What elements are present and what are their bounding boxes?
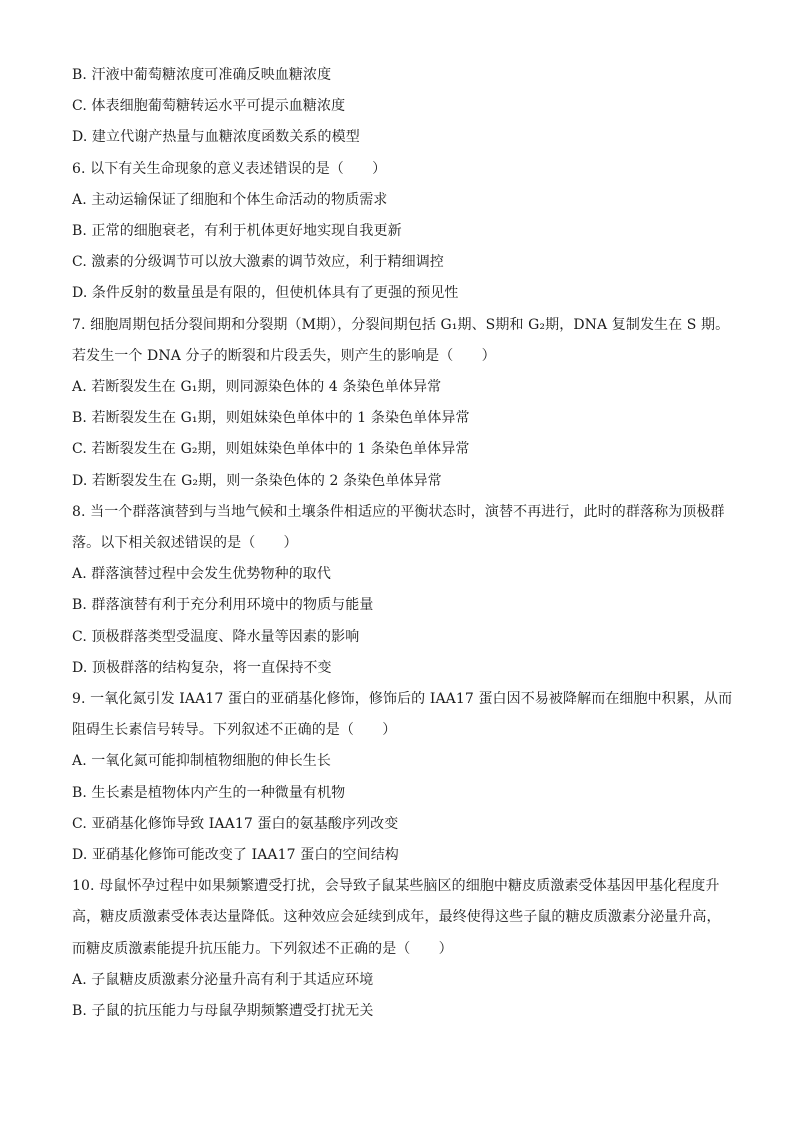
answer-option: B. 群落演替有利于充分利用环境中的物质与能量 [72, 597, 374, 614]
answer-option: D. 亚硝基化修饰可能改变了 IAA17 蛋白的空间结构 [72, 847, 399, 864]
question-stem: 10. 母鼠怀孕过程中如果频繁遭受打扰，会导致子鼠某些脑区的细胞中糖皮质激素受体基因甲基化程度升 [72, 878, 720, 895]
answer-option: A. 一氧化氮可能抑制植物细胞的伸长生长 [72, 753, 332, 770]
answer-option: A. 主动运输保证了细胞和个体生命活动的物质需求 [72, 191, 388, 208]
answer-option: C. 亚硝基化修饰导致 IAA17 蛋白的氨基酸序列改变 [72, 815, 399, 832]
question-stem-continued: 而糖皮质激素能提升抗压能力。下列叙述不正确的是（ ） [72, 940, 453, 957]
answer-option: B. 生长素是植物体内产生的一种微量有机物 [72, 784, 346, 801]
answer-option: D. 建立代谢产热量与血糖浓度函数关系的模型 [72, 129, 360, 146]
question-stem: 9. 一氧化氮引发 IAA17 蛋白的亚硝基化修饰，修饰后的 IAA17 蛋白因不易被降解而在细胞中积累，从而 [72, 691, 733, 708]
question-stem: 6. 以下有关生命现象的意义表述错误的是（ ） [72, 160, 387, 177]
answer-option: C. 激素的分级调节可以放大激素的调节效应，利于精细调控 [72, 254, 444, 271]
answer-option: B. 正常的细胞衰老，有利于机体更好地实现自我更新 [72, 223, 402, 240]
answer-option: C. 体表细胞葡萄糖转运水平可提示血糖浓度 [72, 98, 346, 115]
answer-option: D. 条件反射的数量虽是有限的，但使机体具有了更强的预见性 [72, 285, 459, 302]
exam-page [72, 60, 733, 1027]
question-stem: 7. 细胞周期包括分裂间期和分裂期（M期），分裂间期包括 G₁期、S期和 G₂期，DNA 复制发生在 S 期。 [72, 316, 730, 333]
question-stem-continued: 落。以下相关叙述错误的是（ ） [72, 535, 298, 552]
answer-option: D. 若断裂发生在 G₂期，则一条染色体的 2 条染色单体异常 [72, 472, 442, 489]
answer-option: D. 顶极群落的结构复杂，将一直保持不变 [72, 659, 332, 676]
question-stem: 8. 当一个群落演替到与当地气候和土壤条件相适应的平衡状态时，演替不再进行，此时的群落称为顶极群 [72, 503, 725, 520]
question-stem-continued: 若发生一个 DNA 分子的断裂和片段丢失，则产生的影响是（ ） [72, 347, 496, 364]
answer-option: C. 顶极群落类型受温度、降水量等因素的影响 [72, 628, 360, 645]
answer-option: B. 汗液中葡萄糖浓度可准确反映血糖浓度 [72, 67, 332, 83]
answer-option: C. 若断裂发生在 G₂期，则姐妹染色单体中的 1 条染色单体异常 [72, 441, 470, 458]
answer-option: A. 若断裂发生在 G₁期，则同源染色体的 4 条染色单体异常 [72, 379, 442, 396]
answer-option: B. 若断裂发生在 G₁期，则姐妹染色单体中的 1 条染色单体异常 [72, 410, 470, 427]
answer-option: B. 子鼠的抗压能力与母鼠孕期频繁遭受打扰无关 [72, 1003, 374, 1020]
answer-option: A. 子鼠糖皮质激素分泌量升高有利于其适应环境 [72, 971, 374, 988]
question-stem-continued: 高，糖皮质激素受体表达量降低。这种效应会延续到成年，最终使得这些子鼠的糖皮质激素分泌量升高， [72, 909, 721, 926]
question-stem-continued: 阻碍生长素信号转导。下列叙述不正确的是（ ） [72, 722, 397, 739]
answer-option: A. 群落演替过程中会发生优势物种的取代 [72, 566, 332, 583]
